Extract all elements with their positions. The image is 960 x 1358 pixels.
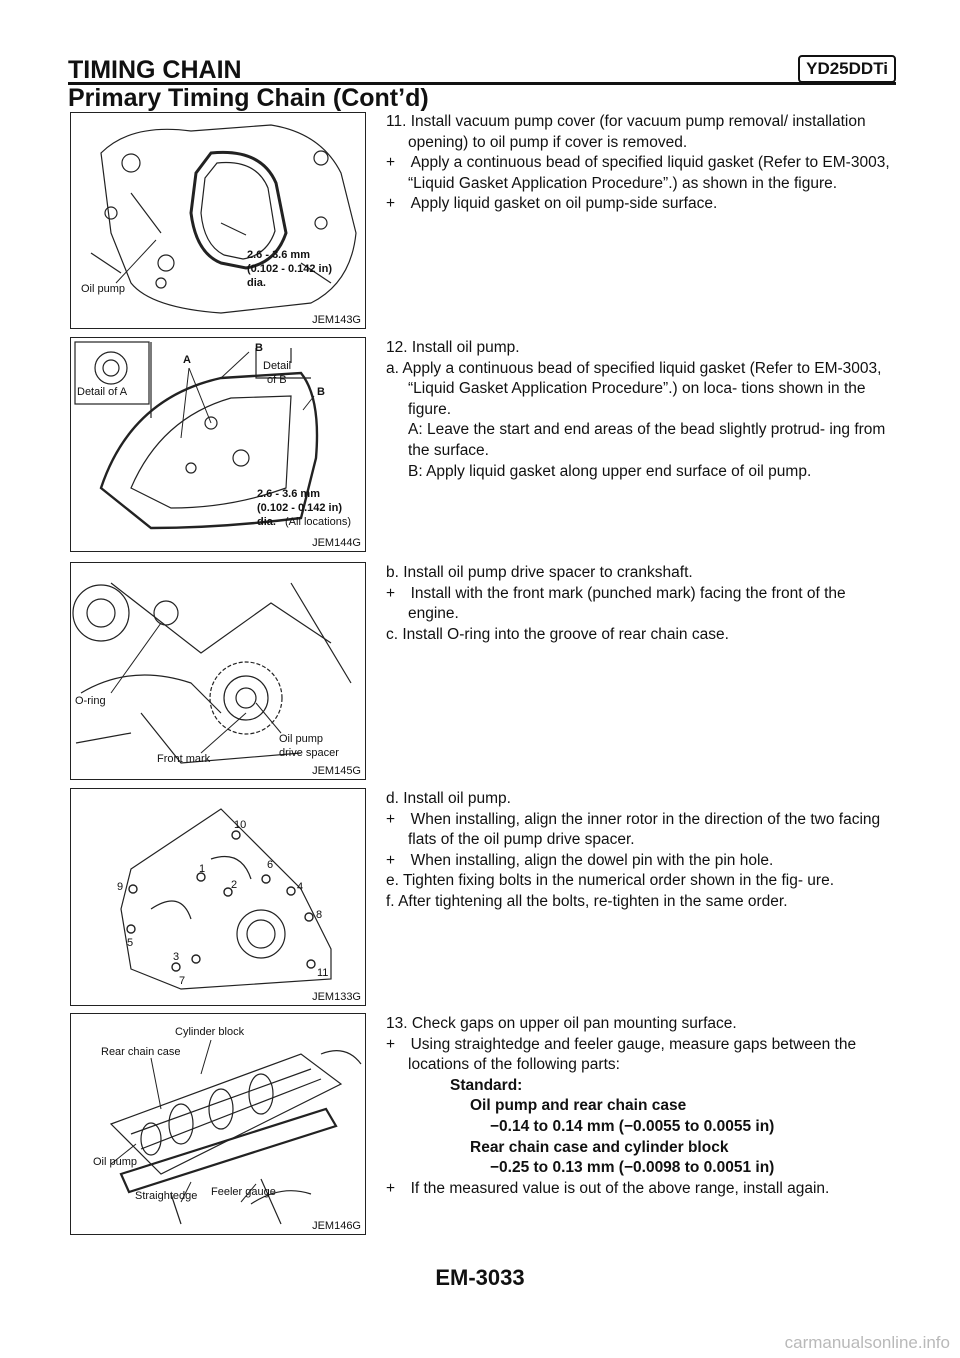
bullet-item [386,584,894,625]
bolt-number: 7 [179,975,186,987]
standard-item-2: Rear chain case and cylinder block [470,1138,729,1156]
rear-chain-case-label: Rear chain case [101,1046,181,1058]
standard-heading: Standard: [450,1076,523,1094]
bead-dimension-mm: 2.6 - 3.6 mm [247,249,310,261]
drive-spacer-label-1: Oil pump [279,733,324,745]
figure-bolt-order [70,788,366,1006]
steps-d-f-text [386,789,894,913]
bullet-mark: + [386,154,396,172]
standard-item-1: Oil pump and rear chain case [470,1097,687,1115]
step-13-heading: 13. Check gaps on upper oil pan mounting surface. [386,1015,737,1032]
figure-code: JEM144G [312,537,361,549]
step-12-text [386,338,894,482]
page-number: EM-3033 [435,1265,525,1290]
section-title: TIMING CHAIN [68,56,242,84]
engine-model-badge: YD25DDTi [798,55,896,83]
detail-b-label-2: of B [267,374,287,386]
figure-code: JEM143G [312,314,361,326]
bead-dimension-dia: dia. [247,277,266,289]
bullet-text: Apply liquid gasket on oil pump-side surface. [410,195,718,213]
step-12-heading: 12. Install oil pump. [386,339,520,356]
bullet-mark: + [386,1179,396,1197]
front-mark-label: Front mark [157,753,211,765]
bolt-number: 3 [173,951,180,963]
cylinder-block-label: Cylinder block [175,1026,245,1038]
figure-straightedge-check [70,1013,366,1235]
bead-dimension-dia: dia. [257,516,276,528]
bullet-item [386,1179,894,1200]
bolt-number: 5 [127,937,134,949]
bullet-item [386,153,894,194]
step-11-text [386,112,894,215]
bullet-item [386,194,894,215]
bead-dimension-in: (0.102 - 0.142 in) [257,502,342,514]
figure-drive-spacer [70,562,366,780]
substep-e: e. Tighten fixing bolts in the numerical order shown in the fig- ure. [386,872,835,890]
bolt-number: 10 [234,819,247,831]
bullet-item [386,851,894,872]
oring-label: O-ring [75,695,106,707]
standard-value-2: −0.25 to 0.13 mm (−0.0098 to 0.0051 in) [490,1159,775,1177]
oil-pump-label: Oil pump [93,1156,138,1168]
note-a: A: Leave the start and end areas of the bead slightly protrud- ing from the surface. [408,421,886,459]
note-b: B: Apply liquid gasket along upper end surface of oil pump. [408,462,812,480]
substep-b: b. Install oil pump drive spacer to crankshaft. [386,564,693,581]
substep-f: f. After tightening all the bolts, re-tighten in the same order. [386,892,788,910]
bolt-number: 8 [316,909,323,921]
step-13-text [386,1014,894,1199]
straightedge-label: Straightedge [135,1190,198,1202]
steps-b-c-text [386,563,894,645]
bullet-text: When installing, align the inner rotor in the direction of the two facing flats of the oil pump drive spacer. [408,810,881,849]
bullet-text: If the measured value is out of the above range, install again. [410,1179,830,1197]
detail-b-label-1: Detail [263,360,292,372]
detail-a-label: Detail of A [77,386,128,398]
callout-a: A [183,354,191,366]
callout-b-2: B [317,386,325,398]
figure-oil-pump-gasket [70,337,366,552]
feeler-gauge-label: Feeler gauge [211,1186,276,1198]
bullet-item [386,1035,894,1076]
figure-code: JEM146G [312,1220,361,1232]
bolt-number: 9 [117,881,124,893]
bullet-mark: + [386,584,396,602]
page-subtitle: Primary Timing Chain (Cont’d) [68,84,429,112]
bolt-number: 2 [231,879,238,891]
figure-code: JEM133G [312,991,361,1003]
bead-dimension-mm: 2.6 - 3.6 mm [257,488,320,500]
figure-code: JEM145G [312,765,361,777]
bullet-mark: + [386,1035,396,1053]
page-header [68,52,896,88]
standard-value-1: −0.14 to 0.14 mm (−0.0055 to 0.0055 in) [490,1117,775,1135]
bullet-text: When installing, align the dowel pin with the pin hole. [410,851,774,869]
bolt-number: 4 [297,881,304,893]
watermark: carmanualsonline.info [784,1333,950,1352]
oil-pump-label: Oil pump [81,283,126,295]
all-locations-label: (All locations) [285,516,352,528]
step-11-heading: 11. Install vacuum pump cover (for vacuum pump removal/ installation opening) to oil pump if cover is removed. [386,113,866,151]
bullet-text: Install with the front mark (punched mark) facing the front of the engine. [408,584,846,623]
bead-dimension-in: (0.102 - 0.142 in) [247,263,332,275]
bullet-item [386,810,894,851]
drive-spacer-label-2: drive spacer [279,747,339,759]
bullet-text: Using straightedge and feeler gauge, measure gaps between the locations of the following parts: [408,1035,857,1074]
substep-d: d. Install oil pump. [386,790,511,807]
figure-vacuum-pump-cover [70,112,366,329]
callout-b: B [255,342,263,354]
bolt-number: 1 [199,863,206,875]
substep-a: a. Apply a continuous bead of specified liquid gasket (Refer to EM-3003, “Liquid Gasket Application Procedure”.) on loca- tions shown in the figure. [386,359,882,418]
bullet-mark: + [386,810,396,828]
substep-c: c. Install O-ring into the groove of rear chain case. [386,625,729,643]
bolt-number: 11 [317,967,329,979]
bolt-number: 6 [267,859,274,871]
bullet-text: Apply a continuous bead of specified liquid gasket (Refer to EM-3003, “Liquid Gasket Application Procedure”.) as shown in the figure. [408,154,890,192]
bullet-mark: + [386,851,396,869]
bullet-mark: + [386,195,396,213]
